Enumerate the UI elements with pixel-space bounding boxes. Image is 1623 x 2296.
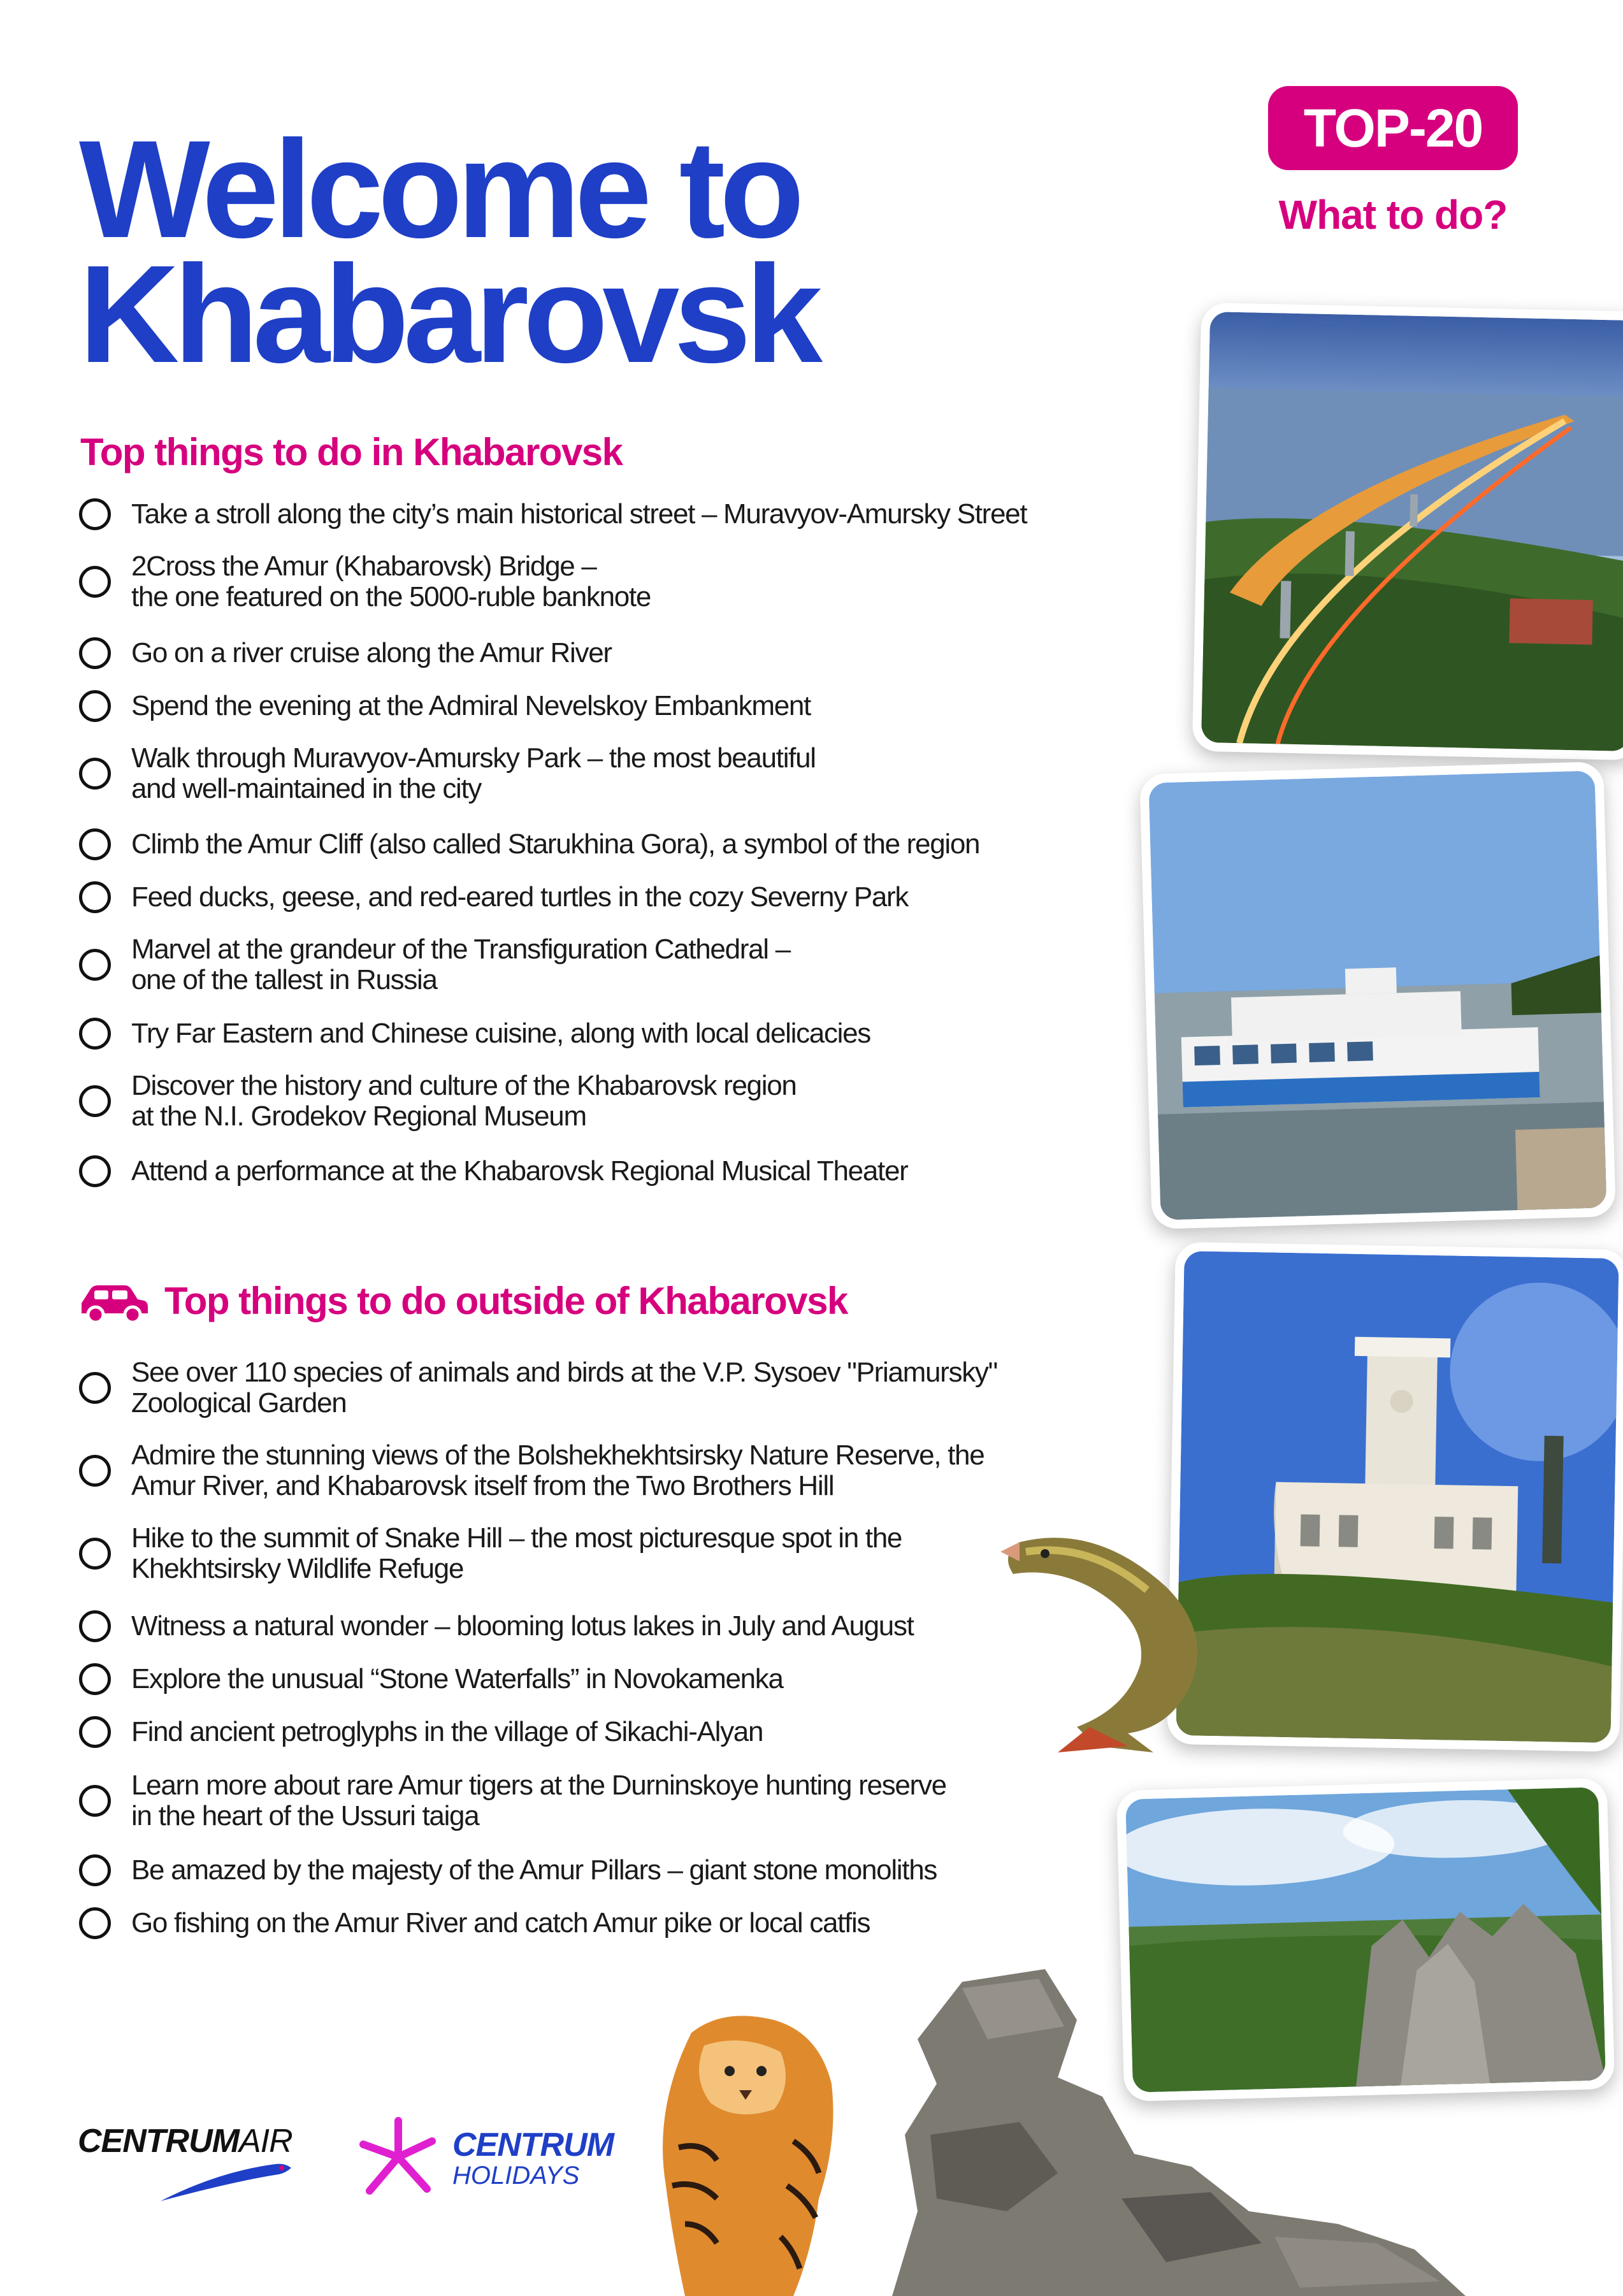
river-cruise-photo: [1139, 762, 1616, 1229]
checklist-item-text: Witness a natural wonder – blooming lotus lakes in July and August: [131, 1610, 914, 1642]
checklist-item-text: Take a stroll along the city’s main historical street – Muravyov-Amursky Street: [131, 498, 1027, 530]
tiger-illustration: [628, 1995, 895, 2296]
checklist-item-text: Climb the Amur Cliff (also called Starukhina Gora), a symbol of the region: [131, 828, 980, 860]
checklist-item[interactable]: [79, 637, 612, 669]
swallow-icon: [161, 2159, 294, 2204]
checklist-item[interactable]: [79, 1440, 984, 1501]
checklist-item[interactable]: [79, 1018, 870, 1050]
checklist-item-text: Go fishing on the Amur River and catch Amur pike or local catfis: [131, 1907, 870, 1939]
checkbox-circle[interactable]: [79, 1854, 111, 1886]
checklist-item[interactable]: [79, 828, 979, 860]
checklist-item-text: Hike to the summit of Snake Hill – the most picturesque spot in the Khekhtsirsky Wildlife Refuge: [131, 1522, 902, 1584]
checkbox-circle[interactable]: [79, 1018, 111, 1050]
section-city-heading: Top things to do in Khabarovsk: [80, 431, 623, 473]
checklist-item-text: Spend the evening at the Admiral Nevelskoy Embankment: [131, 690, 811, 721]
checklist-item-text: Walk through Muravyov-Amursky Park – the most beautiful and well-maintained in the city: [131, 742, 816, 804]
checklist-item-text: Learn more about rare Amur tigers at the Durninskoye hunting reserve in the heart of the Ussuri taiga: [131, 1770, 946, 1831]
checklist-item-text: Try Far Eastern and Chinese cuisine, along with local delicacies: [131, 1018, 870, 1049]
checkbox-circle[interactable]: [79, 1610, 111, 1642]
checkbox-circle[interactable]: [79, 881, 111, 913]
checklist-item[interactable]: [79, 743, 816, 804]
checklist-item[interactable]: [79, 1663, 783, 1695]
checkbox-circle[interactable]: [79, 1372, 111, 1404]
checklist-item-text: Attend a performance at the Khabarovsk Regional Musical Theater: [131, 1155, 908, 1187]
checklist-item[interactable]: [79, 1523, 902, 1584]
sparkle-star-icon: [357, 2116, 440, 2199]
checkbox-circle[interactable]: [79, 637, 111, 669]
title-line-2: Khabarovsk: [79, 237, 817, 392]
checkbox-circle[interactable]: [79, 1907, 111, 1939]
checkbox-circle[interactable]: [79, 828, 111, 860]
section-outside-heading: Top things to do outside of Khabarovsk: [164, 1280, 848, 1322]
checklist-item[interactable]: [79, 690, 811, 722]
checklist-item-text: See over 110 species of animals and birds at the V.P. Sysoev "Priamursky" Zoological Garden: [131, 1357, 997, 1419]
checkbox-circle[interactable]: [79, 498, 111, 530]
checklist-item-text: Feed ducks, geese, and red-eared turtles in the cozy Severny Park: [131, 881, 909, 913]
centrum-holidays-word-1: CENTRUM: [452, 2126, 614, 2163]
checkbox-circle[interactable]: [79, 1455, 111, 1487]
pike-fish-illustration: [1000, 1517, 1243, 1759]
checklist-item-text: Marvel at the grandeur of the Transfiguration Cathedral – one of the tallest in Russia: [131, 934, 790, 995]
checklist-item-text: Explore the unusual “Stone Waterfalls” in Novokamenka: [131, 1663, 783, 1694]
what-to-do-label: What to do?: [1278, 192, 1508, 238]
checklist-item-text: Discover the history and culture of the Khabarovsk region at the N.I. Grodekov Regional Museum: [131, 1070, 797, 1132]
checklist-item[interactable]: [79, 1854, 937, 1886]
checklist-item[interactable]: [79, 1155, 907, 1187]
centrum-holidays-logo: [357, 2109, 650, 2205]
checklist-item[interactable]: [79, 1770, 946, 1831]
checkbox-circle[interactable]: [79, 1538, 111, 1570]
checklist-item[interactable]: [79, 551, 651, 612]
title-line-1: Welcome to: [79, 112, 799, 267]
checkbox-circle[interactable]: [79, 690, 111, 722]
checklist-item[interactable]: [79, 1716, 763, 1748]
checklist-item[interactable]: [79, 881, 908, 913]
checklist-item[interactable]: [79, 1907, 870, 1939]
centrum-holidays-word-2: HOLIDAYS: [452, 2162, 580, 2190]
checkbox-circle[interactable]: [79, 1785, 111, 1817]
checkbox-circle[interactable]: [79, 1155, 111, 1187]
checklist-item-text: Admire the stunning views of the Bolshekhekhtsirsky Nature Reserve, the Amur River, and Khabarovsk itself from the Two Brothers Hill: [131, 1440, 985, 1501]
checklist-item[interactable]: [79, 934, 790, 995]
rock-formation-illustration: [892, 1944, 1466, 2296]
car-icon: [78, 1284, 149, 1325]
checklist-item[interactable]: [79, 1610, 914, 1642]
checkbox-circle[interactable]: [79, 949, 111, 981]
checkbox-circle[interactable]: [79, 1663, 111, 1695]
page-title: [79, 112, 817, 392]
checkbox-circle[interactable]: [79, 1085, 111, 1117]
checklist-item[interactable]: [79, 498, 1027, 530]
checkbox-circle[interactable]: [79, 758, 111, 790]
top20-badge: TOP-20: [1268, 86, 1518, 170]
checklist-item-text: Be amazed by the majesty of the Amur Pillars – giant stone monoliths: [131, 1854, 937, 1886]
checkbox-circle[interactable]: [79, 1716, 111, 1748]
centrum-air-wordmark: CENTRUMAIR: [78, 2123, 292, 2160]
checklist-item-text: Find ancient petroglyphs in the village of Sikachi-Alyan: [131, 1716, 763, 1747]
checklist-item[interactable]: [79, 1357, 997, 1419]
centrum-air-logo: [78, 2122, 307, 2211]
checklist-item-text: Go on a river cruise along the Amur River: [131, 637, 612, 668]
bridge-photo: [1192, 303, 1623, 761]
checklist-item[interactable]: [79, 1071, 797, 1132]
checkbox-circle[interactable]: [79, 566, 111, 598]
checklist-item-text: 2Cross the Amur (Khabarovsk) Bridge – the one featured on the 5000-ruble banknote: [131, 551, 651, 612]
